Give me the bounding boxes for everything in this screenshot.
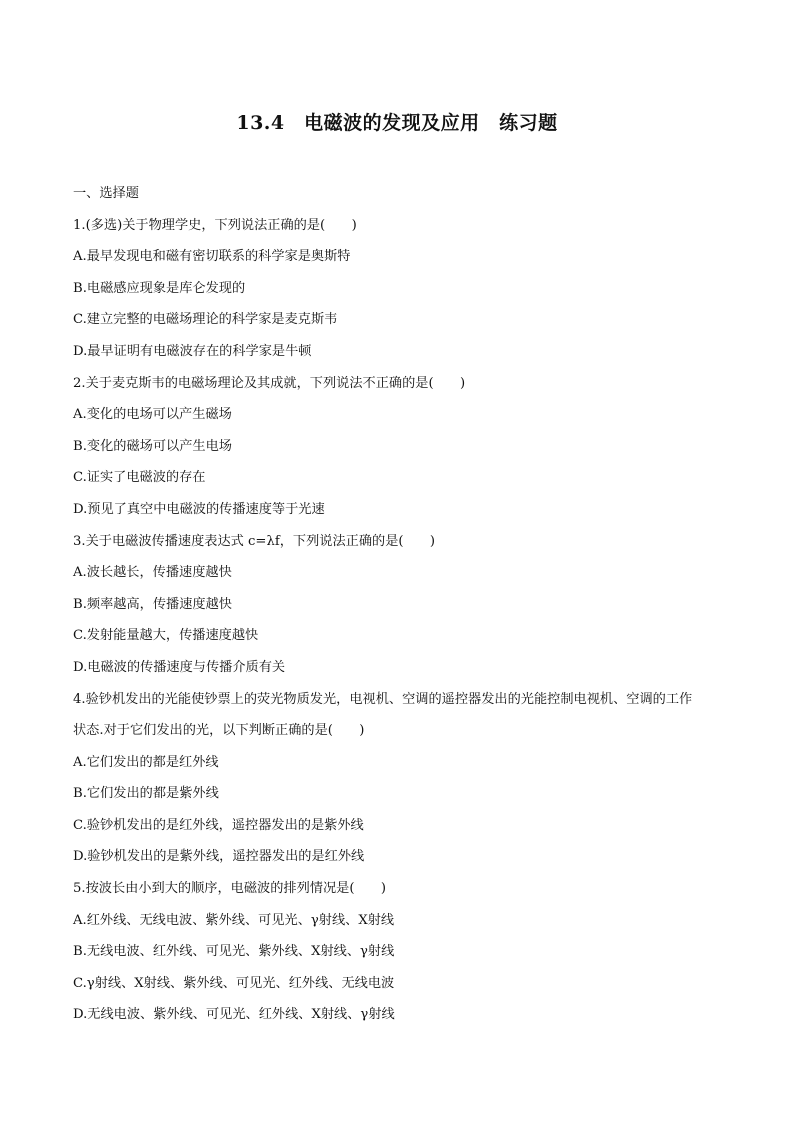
- question-2-option-d: D.预见了真空中电磁波的传播速度等于光速: [73, 501, 325, 517]
- question-3-option-c: C.发射能量越大，传播速度越快: [73, 628, 259, 644]
- question-4-option-c: C.验钞机发出的是红外线，遥控器发出的是紫外线: [73, 817, 364, 833]
- question-2-option-a: A.变化的电场可以产生磁场: [73, 407, 232, 423]
- question-5-stem: 5.按波长由小到大的顺序，电磁波的排列情况是( ): [73, 881, 386, 897]
- question-4-stem-line-1: 4.验钞机发出的光能使钞票上的荧光物质发光，电视机、空调的遥控器发出的光能控制电视机、空调的工作: [73, 691, 693, 707]
- question-5-option-a: A.红外线、无线电波、紫外线、可见光、γ射线、X射线: [73, 912, 395, 928]
- section-heading: 一、选择题: [73, 186, 139, 201]
- question-4-stem-line-2: 状态.对于它们发出的光，以下判断正确的是( ): [73, 723, 365, 739]
- question-1-option-b: B.电磁感应现象是库仑发现的: [73, 280, 246, 296]
- question-3-stem: 3.关于电磁波传播速度表达式 c=λf，下列说法正确的是( ): [73, 533, 436, 549]
- question-3-option-b: B.频率越高，传播速度越快: [73, 596, 232, 612]
- question-2-option-c: C.证实了电磁波的存在: [73, 470, 206, 486]
- page-title: 13.4 电磁波的发现及应用 练习题: [236, 112, 558, 134]
- question-2-stem: 2.关于麦克斯韦的电磁场理论及其成就，下列说法不正确的是( ): [73, 375, 466, 391]
- question-4-option-a: A.它们发出的都是红外线: [73, 754, 219, 770]
- question-3-option-d: D.电磁波的传播速度与传播介质有关: [73, 659, 286, 675]
- question-1-option-c: C.建立完整的电磁场理论的科学家是麦克斯韦: [73, 312, 338, 328]
- question-1-option-d: D.最早证明有电磁波存在的科学家是牛顿: [73, 343, 312, 359]
- question-4-option-d: D.验钞机发出的是紫外线，遥控器发出的是红外线: [73, 849, 365, 865]
- question-3-option-a: A.波长越长，传播速度越快: [73, 565, 232, 581]
- question-2-option-b: B.变化的磁场可以产生电场: [73, 438, 232, 454]
- question-5-option-d: D.无线电波、紫外线、可见光、红外线、X射线、γ射线: [73, 1007, 395, 1023]
- question-1-option-a: A.最早发现电和磁有密切联系的科学家是奥斯特: [73, 249, 351, 265]
- question-4-option-b: B.它们发出的都是紫外线: [73, 786, 219, 802]
- question-1-stem: 1.(多选)关于物理学史，下列说法正确的是( ): [73, 217, 357, 233]
- document-body: [73, 178, 733, 1031]
- question-5-option-c: C.γ射线、X射线、紫外线、可见光、红外线、无线电波: [73, 975, 395, 991]
- question-5-option-b: B.无线电波、红外线、可见光、紫外线、X射线、γ射线: [73, 944, 395, 960]
